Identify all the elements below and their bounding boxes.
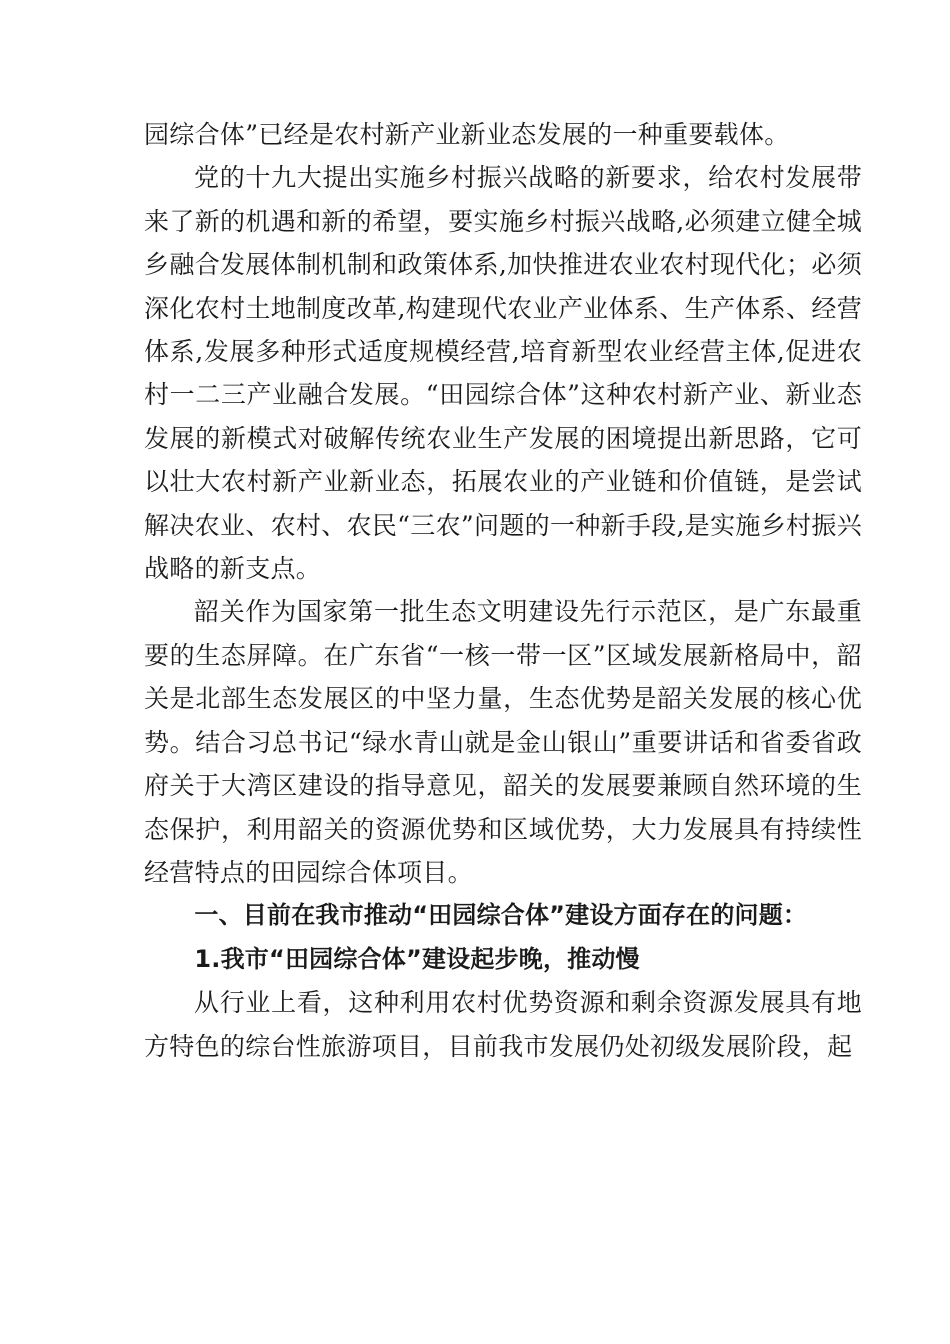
section-heading: 一、目前在我市推动“田园综合体”建设方面存在的问题： [194,901,808,930]
paragraph-industry: 从行业上看，这种利用农村优势资源和剩余资源发展具有地方特色的综台性旅游项目，目前我市发展仍处初级发展阶段，起 [144,988,862,1061]
paragraph-continuation: 园综合体”已经是农村新产业新业态发展的一种重要载体。 [144,120,790,149]
subsection-heading: 1.我市“田园综合体”建设起步晚，推动慢 [194,944,640,973]
paragraph-shaoguan: 韶关作为国家第一批生态文明建设先行示范区，是广东最重要的生态屏障。在广东省“一核一带一区”区域发展新格局中，韶关是北部生态发展区的中坚力量，生态优势是韶关发展的核心优势。结合习总书记“绿水青山就是金山银山”重要讲话和省委省政府关于大湾区建设的指导意见，韶关的发展要兼顾自然环境的生态保护，利用韶关的资源优势和区域优势，大力发展具有持续性经营特点的田园综合体项目。 [144,597,862,887]
document-body [144,113,862,1068]
paragraph-rural-revitalization: 党的十九大提出实施乡村振兴战略的新要求，给农村发展带来了新的机遇和新的希望，要实施乡村振兴战略,必须建立健全城乡融合发展体制机制和政策体系,加快推进农业农村现代化；必须深化农村土地制度改革,构建现代农业产业体系、生产体系、经营体系,发展多种形式适度规模经营,培育新型农业经营主体,促进农村一二三产业融合发展。“田园综合体”这种农村新产业、新业态发展的新模式对破解传统农业生产发展的困境提出新思路，它可以壮大农村新产业新业态，拓展农业的产业链和价值链，是尝试解决农业、农村、农民“三农”问题的一种新手段,是实施乡村振兴战略的新支点。 [144,163,862,584]
